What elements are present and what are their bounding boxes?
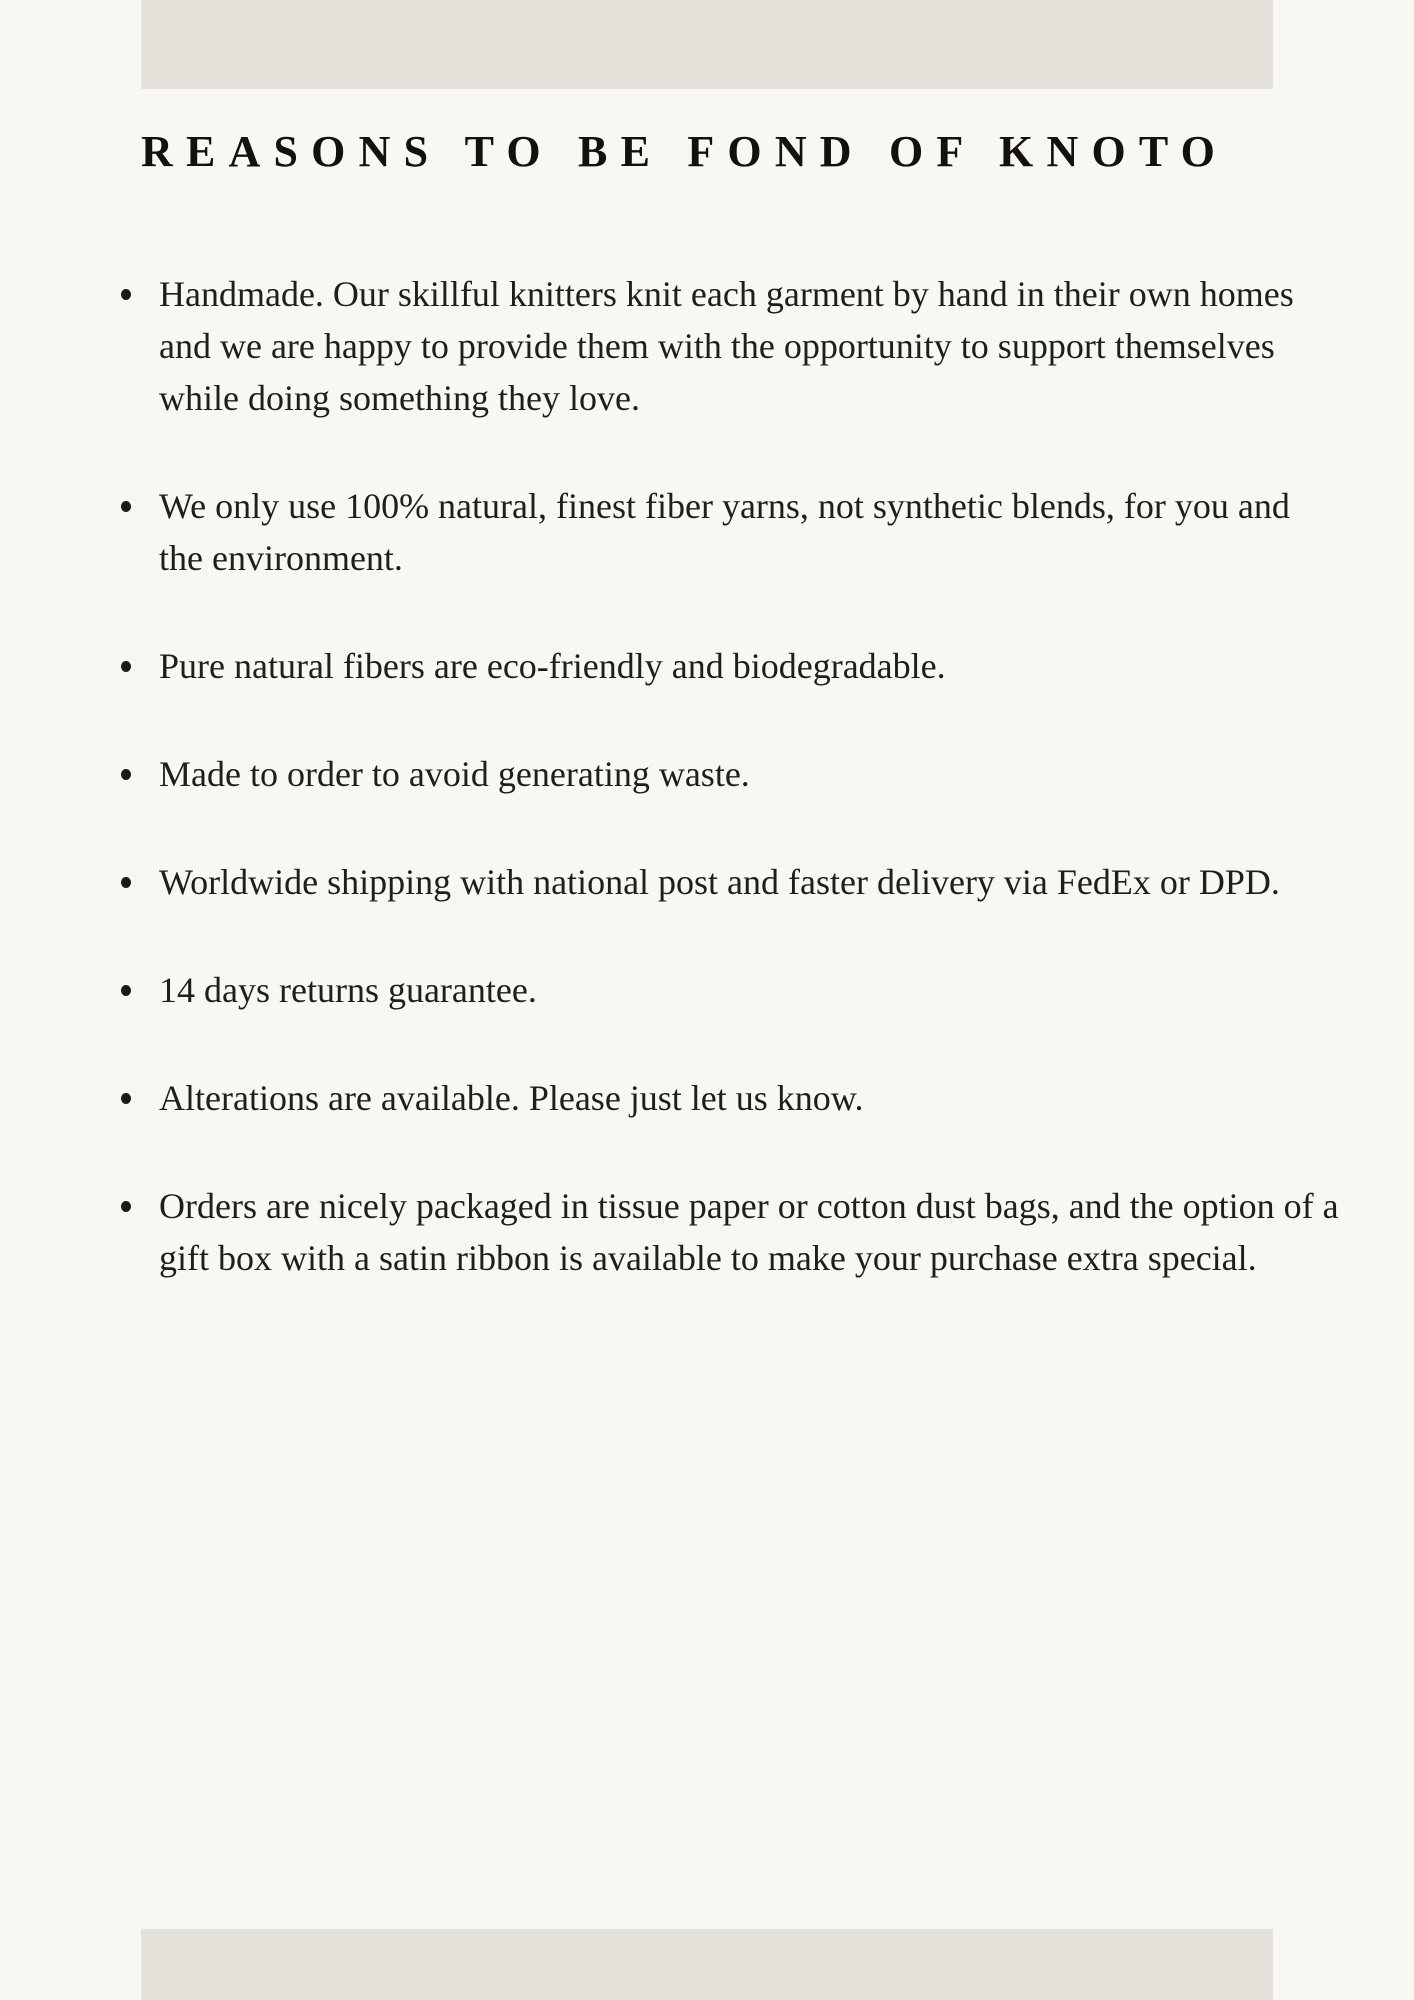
list-item: [121, 856, 1339, 908]
page-title: REASONS TO BE FOND OF KNOTO: [141, 127, 1229, 176]
list-item-text: Orders are nicely packaged in tissue paper or cotton dust bags, and the option of a gift box with a satin ribbon is available to make your purchase extra special.: [159, 1186, 1339, 1278]
list-item: [121, 964, 1339, 1016]
bullet-icon: [121, 877, 131, 888]
bullet-icon: [121, 985, 131, 996]
bullet-icon: [121, 661, 131, 672]
bullet-icon: [121, 1201, 131, 1212]
bullet-icon: [121, 501, 131, 512]
list-item-text: Handmade. Our skillful knitters knit each garment by hand in their own homes and we are happy to provide them with the opportunity to support themselves while doing something they love.: [159, 274, 1294, 418]
list-item-text: Pure natural fibers are eco-friendly and biodegradable.: [159, 646, 946, 686]
list-item-text: Worldwide shipping with national post and faster delivery via FedEx or DPD.: [159, 862, 1280, 902]
list-item-text: Made to order to avoid generating waste.: [159, 754, 750, 794]
list-item-text: We only use 100% natural, finest fiber yarns, not synthetic blends, for you and the environment.: [159, 486, 1290, 578]
list-item: [121, 1180, 1339, 1284]
list-item-text: Alterations are available. Please just let us know.: [159, 1078, 864, 1118]
list-item: [121, 1072, 1339, 1124]
reasons-list: [121, 268, 1339, 1284]
list-item: [121, 268, 1339, 424]
bullet-icon: [121, 1093, 131, 1104]
list-item: [121, 480, 1339, 584]
list-item-text: 14 days returns guarantee.: [159, 970, 537, 1010]
list-item: [121, 748, 1339, 800]
bottom-banner-strip: [141, 1929, 1273, 2000]
bullet-icon: [121, 769, 131, 780]
list-item: [121, 640, 1339, 692]
bullet-icon: [121, 289, 131, 300]
top-banner-strip: [141, 0, 1273, 89]
